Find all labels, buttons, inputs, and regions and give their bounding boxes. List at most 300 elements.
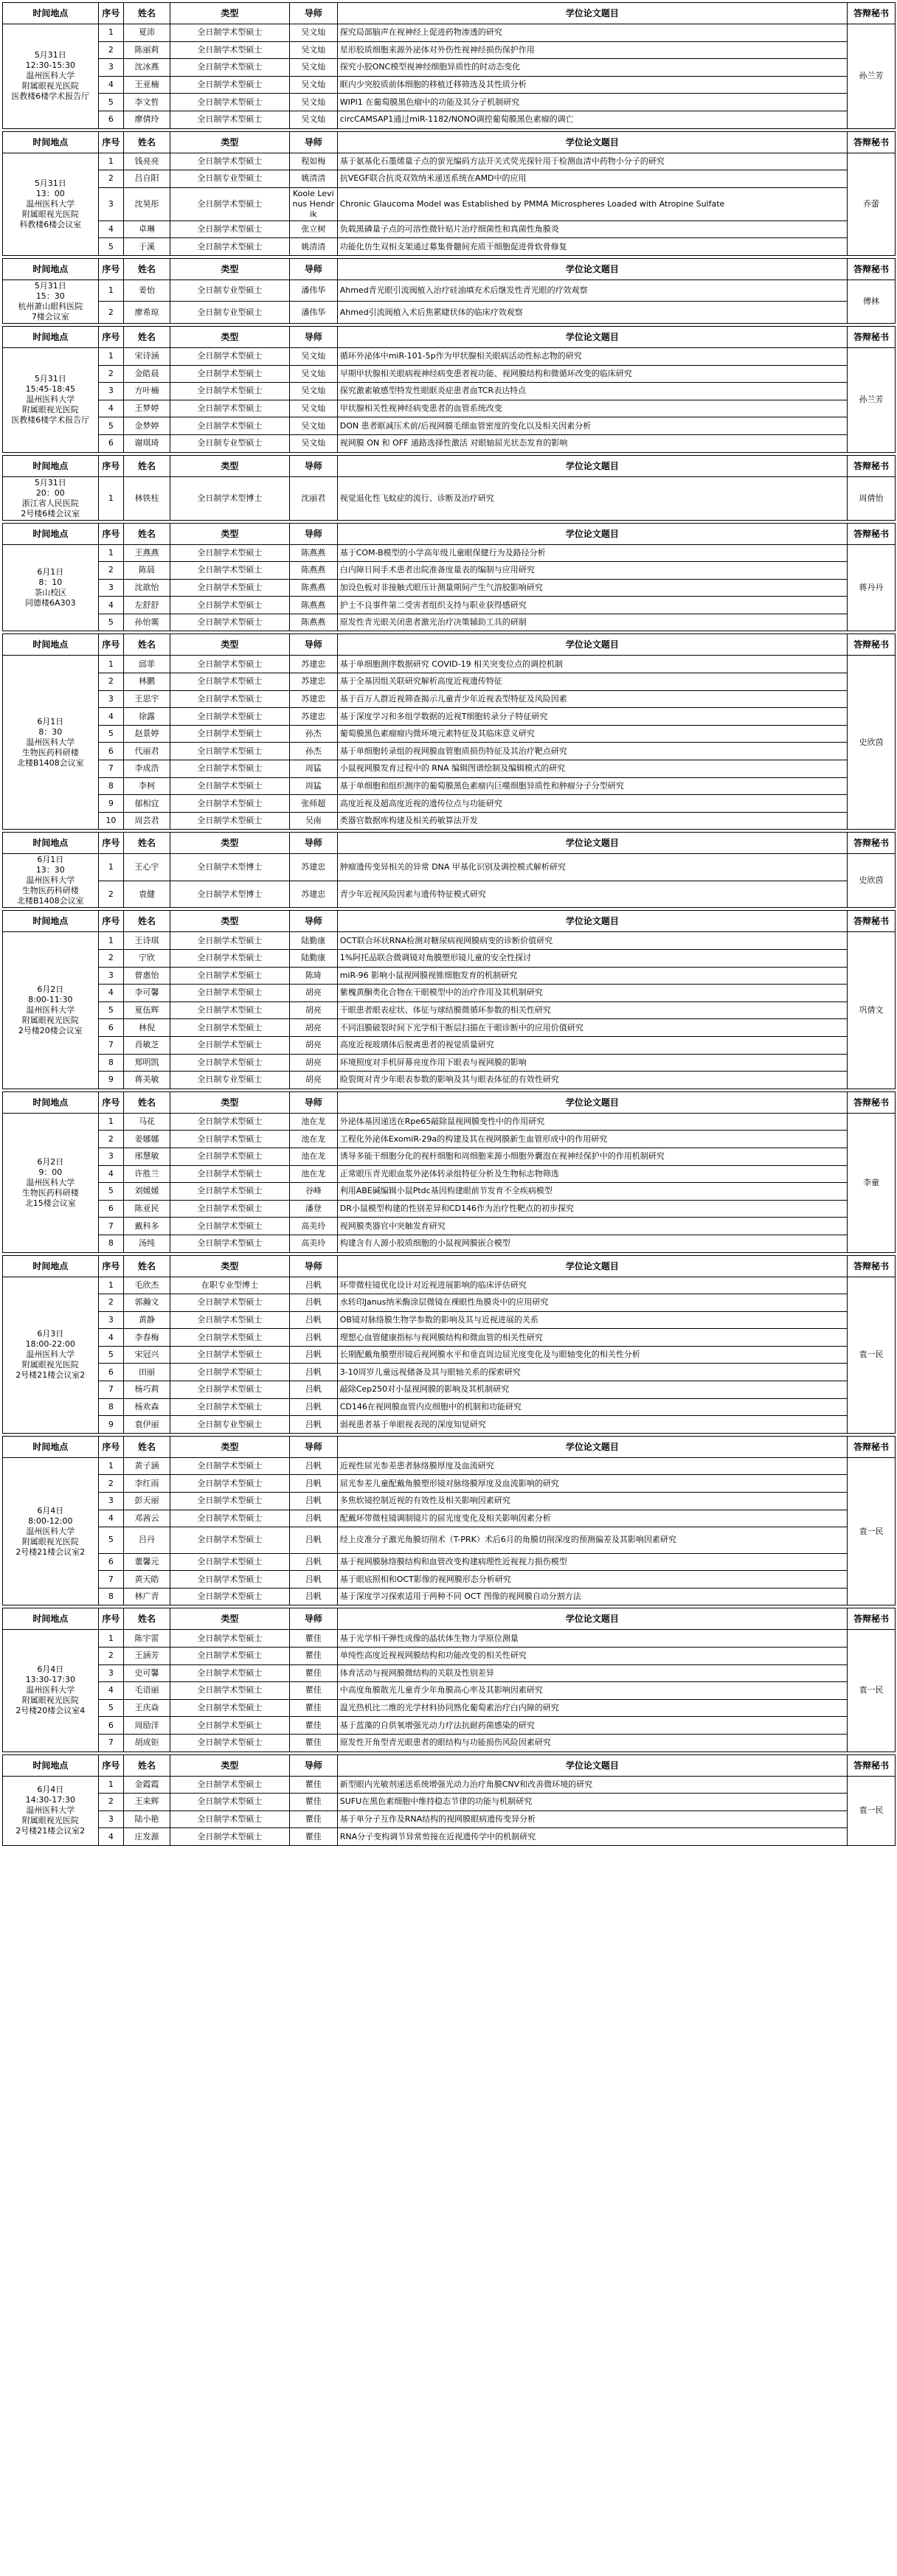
degree-type: 全日制学术型硕士 xyxy=(170,1294,289,1312)
student-name: 陈宇雷 xyxy=(124,1630,170,1648)
student-name: 黄子涵 xyxy=(124,1457,170,1475)
table-row xyxy=(3,1148,896,1165)
thesis-title: Chronic Glaucoma Model was Established by PMMA Microspheres Loaded with Atropine Sulfate xyxy=(337,187,847,221)
column-header: 序号 xyxy=(98,1255,124,1277)
seq-cell: 1 xyxy=(98,544,124,562)
student-name: 王涵芳 xyxy=(124,1647,170,1664)
degree-type: 全日制学术型硕士 xyxy=(170,153,289,170)
student-name: 金梦婷 xyxy=(124,417,170,435)
seq-cell: 1 xyxy=(98,1630,124,1648)
table-row xyxy=(3,760,896,778)
defense-secretary: 李童 xyxy=(848,1113,896,1252)
thesis-title: 基于单细胞和组织测序的葡萄膜黑色素瘤内巨噬细胞异质性和肿瘤分子分型研究 xyxy=(337,777,847,795)
degree-type: 全日制学术型硕士 xyxy=(170,1682,289,1700)
session-table xyxy=(2,2,896,129)
location-line: 15:45-18:45 xyxy=(25,384,75,395)
degree-type: 全日制学术型硕士 xyxy=(170,41,289,59)
table-row xyxy=(3,1416,896,1434)
location-line: 温州医科大学 xyxy=(26,1005,75,1016)
thesis-title: 基于眼底照相和OCT影像的视网膜形态分析研究 xyxy=(337,1571,847,1589)
location-line: 8：10 xyxy=(38,577,63,587)
advisor-name: 吴文灿 xyxy=(289,41,337,59)
column-header: 姓名 xyxy=(124,131,170,153)
seq-cell: 3 xyxy=(98,690,124,708)
seq-cell: 5 xyxy=(98,1001,124,1019)
thesis-title: 早期甲状腺相关眼病视神经病变患者视功能、视网膜结构和微循环改变的临床研究 xyxy=(337,365,847,383)
table-row xyxy=(3,383,896,400)
column-header: 答辩秘书 xyxy=(848,523,896,544)
degree-type: 全日制学术型硕士 xyxy=(170,1165,289,1183)
advisor-name: 潘伟华 xyxy=(289,302,337,324)
advisor-name: 瞿佳 xyxy=(289,1699,337,1717)
advisor-name: 胡亮 xyxy=(289,1036,337,1054)
defense-secretary: 袁一民 xyxy=(848,1457,896,1605)
thesis-title: SUFU在黑色素细胞中维持稳态节律的功能与机制研究 xyxy=(337,1794,847,1811)
session-location xyxy=(3,1277,99,1433)
thesis-title: 1%阿托品联合微调镜对角膜塑形镜儿童的安全性探讨 xyxy=(337,950,847,968)
thesis-title: 干眼患者眼表症状、体征与球结膜微循环参数的相关性研究 xyxy=(337,1001,847,1019)
table-row xyxy=(3,347,896,365)
student-name: 吕丹 xyxy=(124,1527,170,1553)
seq-cell: 4 xyxy=(98,708,124,726)
column-header: 答辩秘书 xyxy=(848,833,896,854)
session-location xyxy=(3,1630,99,1752)
thesis-title: 护士不良事件第二受害者组织支持与职业获得感研究 xyxy=(337,597,847,614)
degree-type: 全日制学术型硕士 xyxy=(170,1571,289,1589)
table-row xyxy=(3,1131,896,1148)
degree-type: 全日制学术型硕士 xyxy=(170,708,289,726)
thesis-title: 葡萄膜黑色素瘤瘤内微环境元素特征及其临床意义研究 xyxy=(337,725,847,743)
column-header: 答辩秘书 xyxy=(848,3,896,24)
degree-type: 全日制学术型硕士 xyxy=(170,24,289,42)
thesis-title: 睑裂斑对青少年眼表参数的影响及其与眼表体征的有效性研究 xyxy=(337,1072,847,1089)
table-row xyxy=(3,579,896,597)
location-line: 医教楼6楼学术报告厅 xyxy=(11,91,90,102)
seq-cell: 1 xyxy=(98,1113,124,1131)
location-line: 6月3日 xyxy=(37,1329,64,1339)
student-name: 杨巧莉 xyxy=(124,1381,170,1399)
seq-cell: 6 xyxy=(98,1200,124,1218)
column-header: 姓名 xyxy=(124,3,170,24)
advisor-name: 吕帆 xyxy=(289,1588,337,1605)
seq-cell: 1 xyxy=(98,1457,124,1475)
location-line: 附属眼视光医院 xyxy=(21,405,79,415)
column-header: 时间地点 xyxy=(3,1255,99,1277)
thesis-title: 理想心血管健康指标与视网膜结构和微血管的相关性研究 xyxy=(337,1329,847,1347)
seq-cell: 6 xyxy=(98,1717,124,1735)
degree-type: 全日制学术型硕士 xyxy=(170,777,289,795)
degree-type: 全日制学术型硕士 xyxy=(170,417,289,435)
thesis-title: 高度近视玻璃体后脱离患者的视觉质量研究 xyxy=(337,1036,847,1054)
seq-cell: 5 xyxy=(98,614,124,631)
thesis-title: OCT联合环状RNA检测对糖尿病视网膜病变的诊断价值研究 xyxy=(337,932,847,950)
column-header: 学位论文题目 xyxy=(337,634,847,656)
thesis-title: 中高度角膜散光儿童青少年角膜高心率及其影响因素研究 xyxy=(337,1682,847,1700)
advisor-name: 陈燕燕 xyxy=(289,544,337,562)
table-row xyxy=(3,1717,896,1735)
table-row xyxy=(3,1571,896,1589)
thesis-title: 环带微柱镜优化设计对近视进展影响的临床评估研究 xyxy=(337,1277,847,1294)
table-row xyxy=(3,690,896,708)
column-header: 姓名 xyxy=(124,326,170,347)
column-header: 序号 xyxy=(98,833,124,854)
defense-secretary: 周倩怡 xyxy=(848,476,896,520)
location-line: 2号楼21楼会议室2 xyxy=(15,1826,86,1836)
seq-cell: 8 xyxy=(98,1588,124,1605)
column-header: 序号 xyxy=(98,634,124,656)
column-header: 序号 xyxy=(98,3,124,24)
student-name: 林鹏 xyxy=(124,673,170,691)
thesis-title: 白内障日间手术患者出院准备度量表的编制与应用研究 xyxy=(337,562,847,580)
table-row xyxy=(3,221,896,238)
student-name: 邱菲 xyxy=(124,656,170,673)
student-name: 邢慧敏 xyxy=(124,1148,170,1165)
column-header: 时间地点 xyxy=(3,3,99,24)
column-header: 导师 xyxy=(289,1608,337,1630)
seq-cell: 1 xyxy=(98,1277,124,1294)
degree-type: 全日制学术型硕士 xyxy=(170,1036,289,1054)
table-row xyxy=(3,1329,896,1347)
column-header: 学位论文题目 xyxy=(337,523,847,544)
session-table xyxy=(2,910,896,1089)
advisor-name: 陈燕燕 xyxy=(289,579,337,597)
seq-cell: 6 xyxy=(98,111,124,128)
degree-type: 全日制学术型硕士 xyxy=(170,59,289,77)
degree-type: 全日制学术型硕士 xyxy=(170,94,289,111)
advisor-name: 陆勤康 xyxy=(289,950,337,968)
degree-type: 全日制学术型硕士 xyxy=(170,690,289,708)
defense-secretary: 蒋丹丹 xyxy=(848,544,896,631)
location-line: 15：30 xyxy=(35,291,65,301)
advisor-name: 吕帆 xyxy=(289,1553,337,1571)
column-header: 导师 xyxy=(289,833,337,854)
thesis-title: 基于单细胞转录组的视网膜血管胞质损伤特征及其治疗靶点研究 xyxy=(337,743,847,760)
degree-type: 全日制学术型硕士 xyxy=(170,1001,289,1019)
table-row xyxy=(3,238,896,256)
seq-cell: 5 xyxy=(98,725,124,743)
thesis-title: 经上皮准分子激光角膜切削术（T-PRK）术后6月的角膜切削深度的预测偏差及其影响因素研究 xyxy=(337,1527,847,1553)
location-line: 茶山校区 xyxy=(34,587,67,597)
column-header: 类型 xyxy=(170,1255,289,1277)
thesis-title: 功能化仿生双相支架通过募集骨髓间充质干细胞促进骨软骨修复 xyxy=(337,238,847,256)
table-row xyxy=(3,1165,896,1183)
table-row xyxy=(3,1734,896,1752)
degree-type: 全日制专业型硕士 xyxy=(170,1072,289,1089)
advisor-name: 吴文灿 xyxy=(289,434,337,452)
column-header: 时间地点 xyxy=(3,634,99,656)
advisor-name: 胡亮 xyxy=(289,1072,337,1089)
column-header: 学位论文题目 xyxy=(337,3,847,24)
thesis-title: 原发性青光眼关闭患者激光治疗决策辅助工具的研制 xyxy=(337,614,847,631)
advisor-name: 苏建忠 xyxy=(289,673,337,691)
seq-cell: 5 xyxy=(98,1346,124,1364)
session-location xyxy=(3,153,99,255)
table-row xyxy=(3,417,896,435)
column-header: 序号 xyxy=(98,1436,124,1457)
table-row xyxy=(3,777,896,795)
student-name: 徐露 xyxy=(124,708,170,726)
location-line: 附属眼视光医院 xyxy=(21,209,79,219)
degree-type: 全日制学术型硕士 xyxy=(170,760,289,778)
thesis-title: 负载黑磷量子点的可溶性微针贴片治疗细菌性和真菌性角膜炎 xyxy=(337,221,847,238)
table-row xyxy=(3,1457,896,1475)
degree-type: 全日制学术型硕士 xyxy=(170,1776,289,1794)
thesis-title: 视觉退化性飞蚊症的流行、诊断及治疗研究 xyxy=(337,476,847,520)
degree-type: 全日制学术型硕士 xyxy=(170,725,289,743)
defense-secretary: 袁一民 xyxy=(848,1277,896,1433)
table-row xyxy=(3,94,896,111)
degree-type: 全日制学术型硕士 xyxy=(170,597,289,614)
column-header: 答辩秘书 xyxy=(848,911,896,932)
column-header: 学位论文题目 xyxy=(337,1091,847,1113)
header-row xyxy=(3,131,896,153)
thesis-title: 基于单细胞测序数据研究 COVID-19 相关突变位点的调控机制 xyxy=(337,656,847,673)
advisor-name: 陈琦 xyxy=(289,967,337,985)
thesis-title: RNA分子变构调节异常剪接在近视遗传学中的机制研究 xyxy=(337,1828,847,1846)
session-table xyxy=(2,455,896,521)
column-header: 时间地点 xyxy=(3,523,99,544)
column-header: 序号 xyxy=(98,1608,124,1630)
seq-cell: 4 xyxy=(98,1682,124,1700)
table-row xyxy=(3,1475,896,1493)
thesis-title: 循环外泌体中miR-101-5p作为甲状腺相关眼病活动性标志物的研究 xyxy=(337,347,847,365)
student-name: 田丽 xyxy=(124,1364,170,1381)
thesis-title: 基于深度学习和多组学数据的近视T细胞转录分子特征研究 xyxy=(337,708,847,726)
advisor-name: Koole Levinus Hendrik xyxy=(289,187,337,221)
degree-type: 全日制学术型硕士 xyxy=(170,365,289,383)
column-header: 导师 xyxy=(289,1754,337,1776)
advisor-name: 吴南 xyxy=(289,812,337,830)
thesis-title: 探究小胶ONC模型视神经细胞异质性的时动态变化 xyxy=(337,59,847,77)
column-header: 答辩秘书 xyxy=(848,634,896,656)
session-table xyxy=(2,832,896,908)
thesis-title: 单纯性高度近视视网膜结构和功能改变的相关性研究 xyxy=(337,1647,847,1664)
location-line: 2号楼21楼会议室2 xyxy=(15,1546,86,1557)
session-table xyxy=(2,1754,896,1846)
thesis-title: 敲除Cep250对小鼠视网膜的影响及其机制研究 xyxy=(337,1381,847,1399)
thesis-title: 环境照度对手机屏幕亮度作用下眼表与视网膜的影响 xyxy=(337,1054,847,1072)
degree-type: 全日制学术型硕士 xyxy=(170,1364,289,1381)
degree-type: 全日制学术型硕士 xyxy=(170,1717,289,1735)
advisor-name: 吴文灿 xyxy=(289,111,337,128)
location-line: 杭州萧山眼科医院 xyxy=(18,301,83,311)
advisor-name: 吕帆 xyxy=(289,1346,337,1364)
advisor-name: 瞿佳 xyxy=(289,1776,337,1794)
student-name: 李文哲 xyxy=(124,94,170,111)
degree-type: 全日制专业型硕士 xyxy=(170,170,289,188)
location-line: 北楼B1408会议室 xyxy=(17,757,84,768)
student-name: 方叶楠 xyxy=(124,383,170,400)
seq-cell: 1 xyxy=(98,932,124,950)
column-header: 导师 xyxy=(289,258,337,280)
seq-cell: 2 xyxy=(98,365,124,383)
location-line: 附属眼视光医院 xyxy=(21,81,79,91)
thesis-title: 视网膜类器官中突触发育研究 xyxy=(337,1218,847,1235)
advisor-name: 陈燕燕 xyxy=(289,562,337,580)
degree-type: 全日制学术型硕士 xyxy=(170,400,289,417)
seq-cell: 4 xyxy=(98,1510,124,1527)
student-name: 王亚楠 xyxy=(124,76,170,94)
location-line: 8:00-11:30 xyxy=(28,995,73,1005)
thesis-title: 基于深度学习探索适用于两种不同 OCT 图像的视网膜自动分割方法 xyxy=(337,1588,847,1605)
session-location xyxy=(3,24,99,129)
student-name: 黄静 xyxy=(124,1311,170,1329)
column-header: 序号 xyxy=(98,131,124,153)
seq-cell: 1 xyxy=(98,854,124,881)
student-name: 吕自阳 xyxy=(124,170,170,188)
student-name: 周励洋 xyxy=(124,1717,170,1735)
degree-type: 全日制学术型硕士 xyxy=(170,383,289,400)
advisor-name: 吕帆 xyxy=(289,1311,337,1329)
advisor-name: 胡亮 xyxy=(289,985,337,1002)
header-row xyxy=(3,911,896,932)
seq-cell: 5 xyxy=(98,1699,124,1717)
degree-type: 全日制学术型硕士 xyxy=(170,1630,289,1648)
advisor-name: 姚清清 xyxy=(289,238,337,256)
student-name: 陈丽莉 xyxy=(124,41,170,59)
column-header: 类型 xyxy=(170,1608,289,1630)
table-row xyxy=(3,41,896,59)
column-header: 答辩秘书 xyxy=(848,131,896,153)
column-header: 姓名 xyxy=(124,1255,170,1277)
student-name: 王思宇 xyxy=(124,690,170,708)
table-row xyxy=(3,302,896,324)
degree-type: 全日制学术型硕士 xyxy=(170,1457,289,1475)
student-name: 夏伍辉 xyxy=(124,1001,170,1019)
thesis-title: 基于视网膜脉络膜结构和血管改变构建病理性近视视力损伤模型 xyxy=(337,1553,847,1571)
session-location xyxy=(3,1113,99,1252)
table-row xyxy=(3,1054,896,1072)
degree-type: 全日制专业型硕士 xyxy=(170,280,289,302)
column-header: 答辩秘书 xyxy=(848,1436,896,1457)
table-row xyxy=(3,1294,896,1312)
defense-schedule xyxy=(0,2,897,1846)
advisor-name: 苏建忠 xyxy=(289,690,337,708)
session-table xyxy=(2,523,896,632)
column-header: 序号 xyxy=(98,1091,124,1113)
thesis-title: 青少年近视风险因素与遗传特征模式研究 xyxy=(337,881,847,908)
advisor-name: 瞿佳 xyxy=(289,1811,337,1828)
location-line: 生物医药科研楼 xyxy=(21,1187,79,1198)
seq-cell: 9 xyxy=(98,1416,124,1434)
student-name: 毛欣杰 xyxy=(124,1277,170,1294)
column-header: 导师 xyxy=(289,1255,337,1277)
degree-type: 全日制学术型硕士 xyxy=(170,1734,289,1752)
column-header: 时间地点 xyxy=(3,455,99,476)
seq-cell: 1 xyxy=(98,24,124,42)
advisor-name: 吴文灿 xyxy=(289,383,337,400)
location-line: 6月4日 xyxy=(37,1664,64,1675)
table-row xyxy=(3,111,896,128)
column-header: 姓名 xyxy=(124,1091,170,1113)
thesis-title: 甲状腺相关性视神经病变患者的血管系统改变 xyxy=(337,400,847,417)
student-name: 沈歆怡 xyxy=(124,579,170,597)
thesis-title: circCAMSAP1通过miR-1182/NONO调控葡萄膜黑色素瘤的调亡 xyxy=(337,111,847,128)
location-line: 生物医药科研楼 xyxy=(21,886,79,896)
advisor-name: 胡亮 xyxy=(289,1019,337,1037)
degree-type: 全日制学术型硕士 xyxy=(170,221,289,238)
seq-cell: 8 xyxy=(98,777,124,795)
advisor-name: 周猛 xyxy=(289,760,337,778)
advisor-name: 潘伟华 xyxy=(289,280,337,302)
thesis-title: 诱导多能干细胞分化的视杆细胞和周细胞来源小细胞外囊泡在视神经保护中的作用机制研究 xyxy=(337,1148,847,1165)
seq-cell: 5 xyxy=(98,417,124,435)
student-name: 卓琳 xyxy=(124,221,170,238)
degree-type: 全日制学术型博士 xyxy=(170,881,289,908)
column-header: 时间地点 xyxy=(3,131,99,153)
seq-cell: 6 xyxy=(98,1364,124,1381)
student-name: 王庆焱 xyxy=(124,1699,170,1717)
advisor-name: 吕帆 xyxy=(289,1364,337,1381)
defense-secretary: 袁一民 xyxy=(848,1776,896,1845)
location-line: 5月31日 xyxy=(34,50,66,60)
table-row xyxy=(3,597,896,614)
seq-cell: 9 xyxy=(98,1072,124,1089)
table-row xyxy=(3,932,896,950)
column-header: 类型 xyxy=(170,1754,289,1776)
advisor-name: 陈燕燕 xyxy=(289,597,337,614)
student-name: 黄天皓 xyxy=(124,1571,170,1589)
degree-type: 全日制学术型硕士 xyxy=(170,673,289,691)
student-name: 于溪 xyxy=(124,238,170,256)
table-row xyxy=(3,170,896,188)
header-row xyxy=(3,1608,896,1630)
thesis-title: Ahmed青光眼引流阀植入治疗硅油填充术后继发性青光眼的疗效观察 xyxy=(337,280,847,302)
advisor-name: 池在龙 xyxy=(289,1165,337,1183)
seq-cell: 2 xyxy=(98,41,124,59)
seq-cell: 3 xyxy=(98,1311,124,1329)
thesis-title: 不同泪膜破裂时间下光学相干断层扫描在干眼诊断中的应用价值研究 xyxy=(337,1019,847,1037)
table-row xyxy=(3,656,896,673)
location-line: 6月2日 xyxy=(37,985,64,995)
advisor-name: 孙杰 xyxy=(289,743,337,760)
student-name: 史可馨 xyxy=(124,1664,170,1682)
thesis-title: 肿瘤遗传变异相关的异常 DNA 甲基化识别及调控模式解析研究 xyxy=(337,854,847,881)
location-line: 同德楼6A303 xyxy=(25,597,76,608)
student-name: 钱亮亮 xyxy=(124,153,170,170)
location-line: 温州医科大学 xyxy=(26,1177,75,1187)
table-row xyxy=(3,280,896,302)
student-name: 王梦婷 xyxy=(124,400,170,417)
column-header: 学位论文题目 xyxy=(337,258,847,280)
location-line: 13：30 xyxy=(35,865,65,875)
table-row xyxy=(3,673,896,691)
thesis-title: 紫槐黄酮类化合物在干眼模型中的治疗作用及其机制研究 xyxy=(337,985,847,1002)
advisor-name: 吕帆 xyxy=(289,1571,337,1589)
column-header: 类型 xyxy=(170,326,289,347)
seq-cell: 4 xyxy=(98,1828,124,1846)
student-name: 毛语丽 xyxy=(124,1682,170,1700)
location-line: 9：00 xyxy=(38,1167,63,1177)
advisor-name: 瞿佳 xyxy=(289,1734,337,1752)
column-header: 导师 xyxy=(289,911,337,932)
degree-type: 在职专业型博士 xyxy=(170,1277,289,1294)
degree-type: 全日制学术型硕士 xyxy=(170,1794,289,1811)
advisor-name: 吴文灿 xyxy=(289,76,337,94)
table-row xyxy=(3,1527,896,1553)
advisor-name: 池在龙 xyxy=(289,1131,337,1148)
location-line: 18:00-22:00 xyxy=(25,1339,75,1350)
student-name: 袁健 xyxy=(124,881,170,908)
seq-cell: 4 xyxy=(98,985,124,1002)
column-header: 类型 xyxy=(170,523,289,544)
column-header: 时间地点 xyxy=(3,1608,99,1630)
seq-cell: 5 xyxy=(98,238,124,256)
location-line: 2号楼20楼会议室 xyxy=(18,1026,83,1036)
student-name: 邓茜云 xyxy=(124,1510,170,1527)
seq-cell: 2 xyxy=(98,1294,124,1312)
seq-cell: 4 xyxy=(98,76,124,94)
